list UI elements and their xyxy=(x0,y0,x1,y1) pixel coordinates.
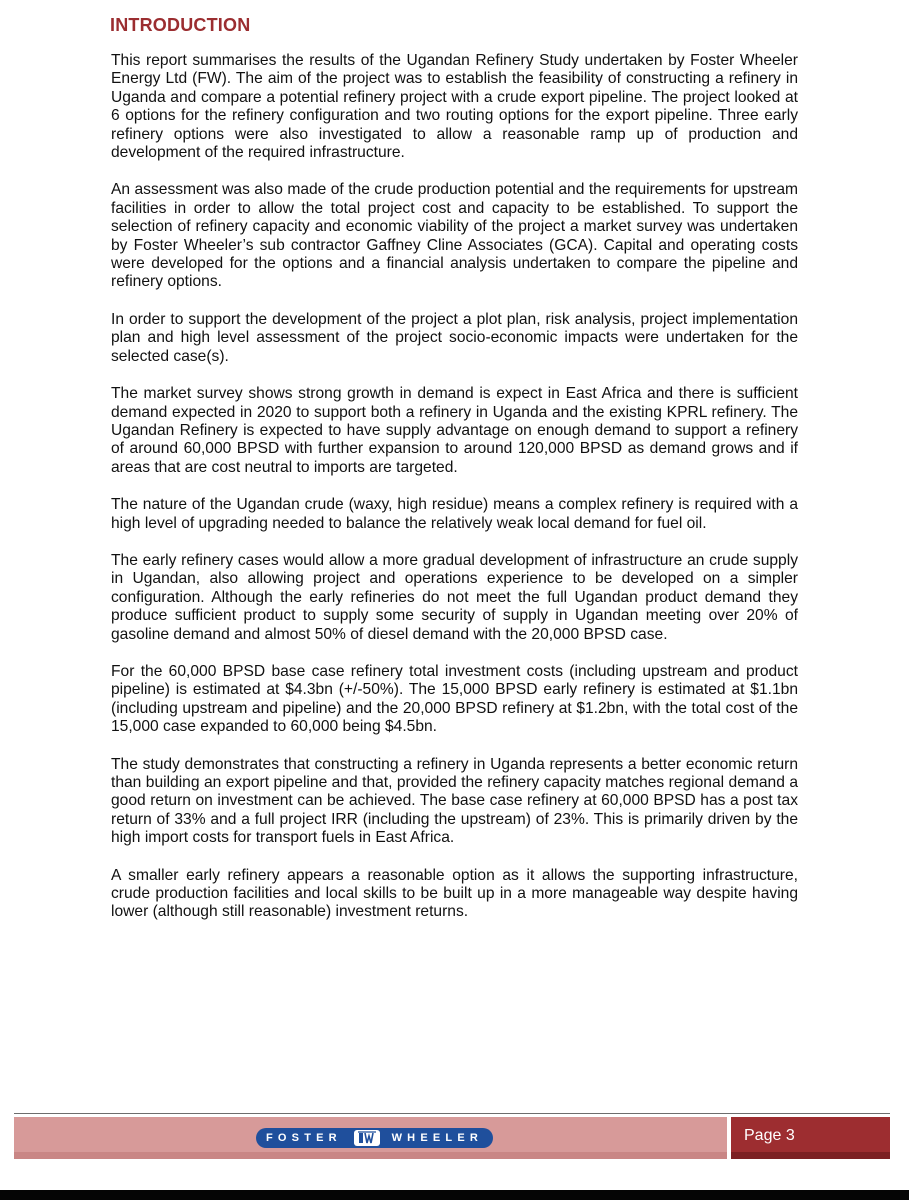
foster-wheeler-logo xyxy=(256,1128,493,1148)
paragraph: For the 60,000 BPSD base case refinery total investment costs (including upstream and product pipeline) is estimated at $4.3bn (+/-50%). The 15,000 BPSD early refinery is estimated at $1.1bn (including upstream and pipeline) and the 20,000 BPSD refinery at $1.2bn, with the total cost of the 15,000 case expanded to 60,000 being $4.5bn. xyxy=(111,662,798,736)
footer-divider xyxy=(14,1113,890,1114)
paragraph: In order to support the development of the project a plot plan, risk analysis, project implementation plan and high level assessment of the project socio-economic impacts were undertaken for the selected case(s). xyxy=(111,310,798,365)
paragraph: The nature of the Ugandan crude (waxy, high residue) means a complex refinery is required with a high level of upgrading needed to balance the relatively weak local demand for fuel oil. xyxy=(111,496,798,532)
paragraph: An assessment was also made of the crude production potential and the requirements for upstream facilities in order to allow the total project cost and capacity to be established. To support the selection of refinery capacity and economic viability of the project a market survey was undertaken by Foster Wheeler’s sub contractor Gaffney Cline Associates (GCA). Capital and operating costs were developed for the options and a financial analysis undertaken to compare the pipeline and refinery options. xyxy=(111,181,798,291)
paragraph: This report summarises the results of the Ugandan Refinery Study undertaken by Foster Wheeler Energy Ltd (FW). The aim of the project was to establish the feasibility of constructing a refinery in Uganda and compare a potential refinery project with a crude export pipeline. The project looked at 6 options for the refinery configuration and two routing options for the export pipeline. Three early refinery options were also investigated to allow a reasonable ramp up of production and development of the required infrastructure. xyxy=(111,52,798,162)
footer-band-shade xyxy=(14,1152,727,1159)
page-box-shade xyxy=(731,1152,890,1159)
logo-emblem-icon xyxy=(354,1130,380,1146)
logo-word-right: WHEELER xyxy=(391,1132,483,1144)
logo-word-left: FOSTER xyxy=(266,1132,342,1144)
body-text xyxy=(111,52,798,941)
page-number: Page 3 xyxy=(744,1127,795,1144)
page-number-box xyxy=(731,1117,890,1159)
section-heading: INTRODUCTION xyxy=(110,15,251,35)
paragraph: The study demonstrates that constructing a refinery in Uganda represents a better economic return than building an export pipeline and that, provided the refinery capacity matches regional demand a good return on investment can be achieved. The base case refinery at 60,000 BPSD has a post tax return of 33% and a full project IRR (including the upstream) of 23%. This is primarily driven by the high import costs for transport fuels in East Africa. xyxy=(111,755,798,847)
paragraph: A smaller early refinery appears a reasonable option as it allows the supporting infrastructure, crude production facilities and local skills to be built up in a more manageable way despite having lower (although still reasonable) investment returns. xyxy=(111,866,798,921)
bottom-edge-bar xyxy=(0,1190,909,1200)
paragraph: The market survey shows strong growth in demand is expect in East Africa and there is sufficient demand expected in 2020 to support both a refinery in Uganda and the existing KPRL refinery. The Ugandan Refinery is expected to have supply advantage on enough demand to support a refinery of around 60,000 BPSD with further expansion to around 120,000 BPSD as demand grows and if areas that are cost neutral to imports are targeted. xyxy=(111,385,798,476)
paragraph: The early refinery cases would allow a more gradual development of infrastructure an crude supply in Ugandan, also allowing project and operations experience to be developed on a simpler configuration. Although the early refineries do not meet the full Ugandan product demand they produce sufficient product to supply some security of supply in Ugandan meeting over 20% of gasoline demand and almost 50% of diesel demand with the 20,000 BPSD case. xyxy=(111,551,798,643)
